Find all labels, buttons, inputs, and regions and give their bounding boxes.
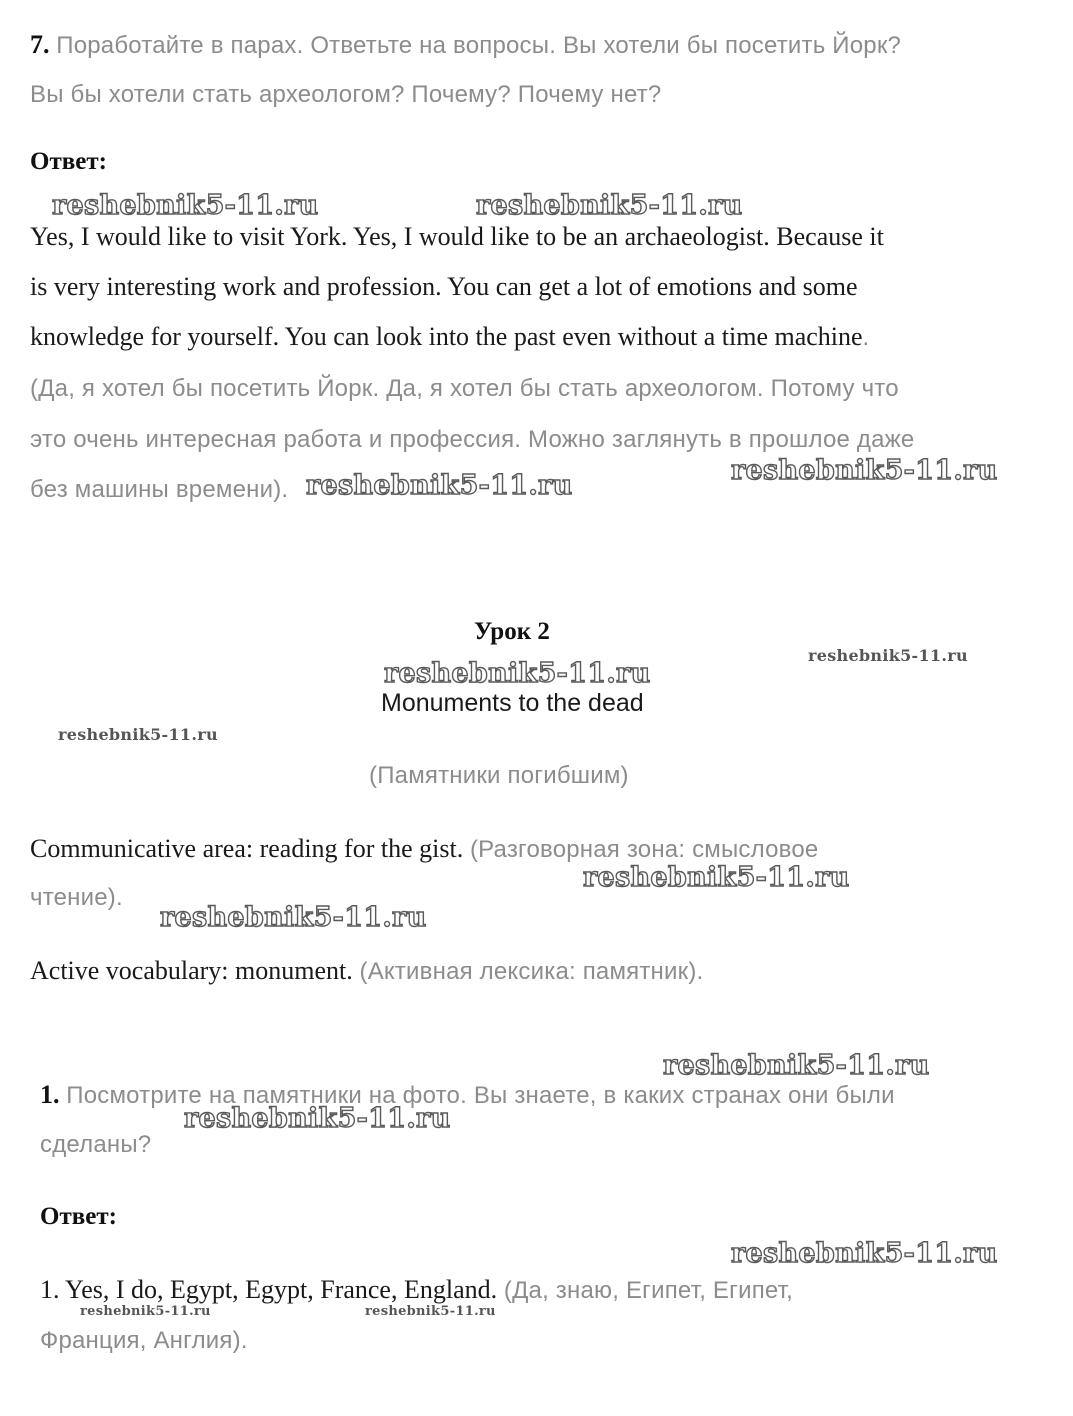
task1-answer-label: Ответ: [40,1203,117,1230]
vocab-ru: (Активная лексика: памятник). [359,958,704,985]
task7-question-text1: Поработайте в парах. Ответьте на вопросы. Вы хотели бы посетить Йорк? [56,32,902,59]
task1-answer-en: 1. Yes, I do, Egypt, Egypt, France, England. [40,1275,498,1304]
watermark: reshebnik5-11.ru [384,658,651,689]
task7-answer-ru-line2: это очень интересная работа и профессия. Можно заглянуть в прошлое даже [30,426,915,453]
task7-answer-label: Ответ: [30,148,107,175]
lesson-subtitle-ru: (Памятники погибшим) [369,762,629,789]
watermark: reshebnik5-11.ru [80,1304,211,1319]
watermark: reshebnik5-11.ru [731,455,998,486]
lesson-active-vocabulary [30,954,703,988]
lesson-subtitle: Monuments to the dead [381,689,644,717]
task1-answer-ru-line2: Франция, Англия). [40,1327,248,1354]
watermark: reshebnik5-11.ru [184,1103,451,1134]
watermark: reshebnik5-11.ru [306,470,573,501]
watermark: reshebnik5-11.ru [52,190,319,221]
watermark: reshebnik5-11.ru [476,190,743,221]
task7-number: 7. [30,30,50,59]
watermark: reshebnik5-11.ru [731,1238,998,1269]
watermark: reshebnik5-11.ru [663,1050,930,1081]
comm-area-ru-line2: чтение). [30,884,123,911]
task1-question-line1 [40,1078,895,1112]
task7-question-line2: Вы бы хотели стать археологом? Почему? Почему нет? [30,81,662,108]
lesson-communicative-area [30,832,818,866]
task7-answer-en-text3: knowledge for yourself. You can look into the past even without a time machine [30,322,863,351]
comm-area-ru: (Разговорная зона: смысловое [469,836,819,863]
task7-answer-en-line1: Yes, I would like to visit York. Yes, I would like to be an archaeologist. Because it [30,222,884,251]
vocab-en: Active vocabulary: monument. [30,956,353,985]
task7-answer-en-line3 [30,321,869,354]
task1-answer-line1 [40,1273,793,1307]
task7-answer-en-dot: . [862,324,870,351]
task1-number: 1. [40,1080,60,1109]
task1-question-line2: сделаны? [40,1131,152,1158]
task7-answer-ru-line1: (Да, я хотел бы посетить Йорк. Да, я хотел бы стать археологом. Потому что [30,375,899,402]
watermark: reshebnik5-11.ru [365,1304,496,1319]
task7-answer-ru-line3: без машины времени). [30,476,289,503]
task7-answer-en-line2: is very interesting work and profession. You can get a lot of emotions and some [30,272,858,301]
watermark: reshebnik5-11.ru [808,646,968,665]
task1-answer-ru: (Да, знаю, Египет, Египет, [503,1277,794,1304]
task1-question-text1: Посмотрите на памятники на фото. Вы знаете, в каких странах они были [66,1082,895,1109]
comm-area-en: Communicative area: reading for the gist. [30,834,464,863]
watermark: reshebnik5-11.ru [583,862,850,893]
watermark: reshebnik5-11.ru [160,902,427,933]
lesson-title: Урок 2 [474,618,550,645]
task7-question-line1 [30,28,901,62]
watermark: reshebnik5-11.ru [58,725,218,744]
